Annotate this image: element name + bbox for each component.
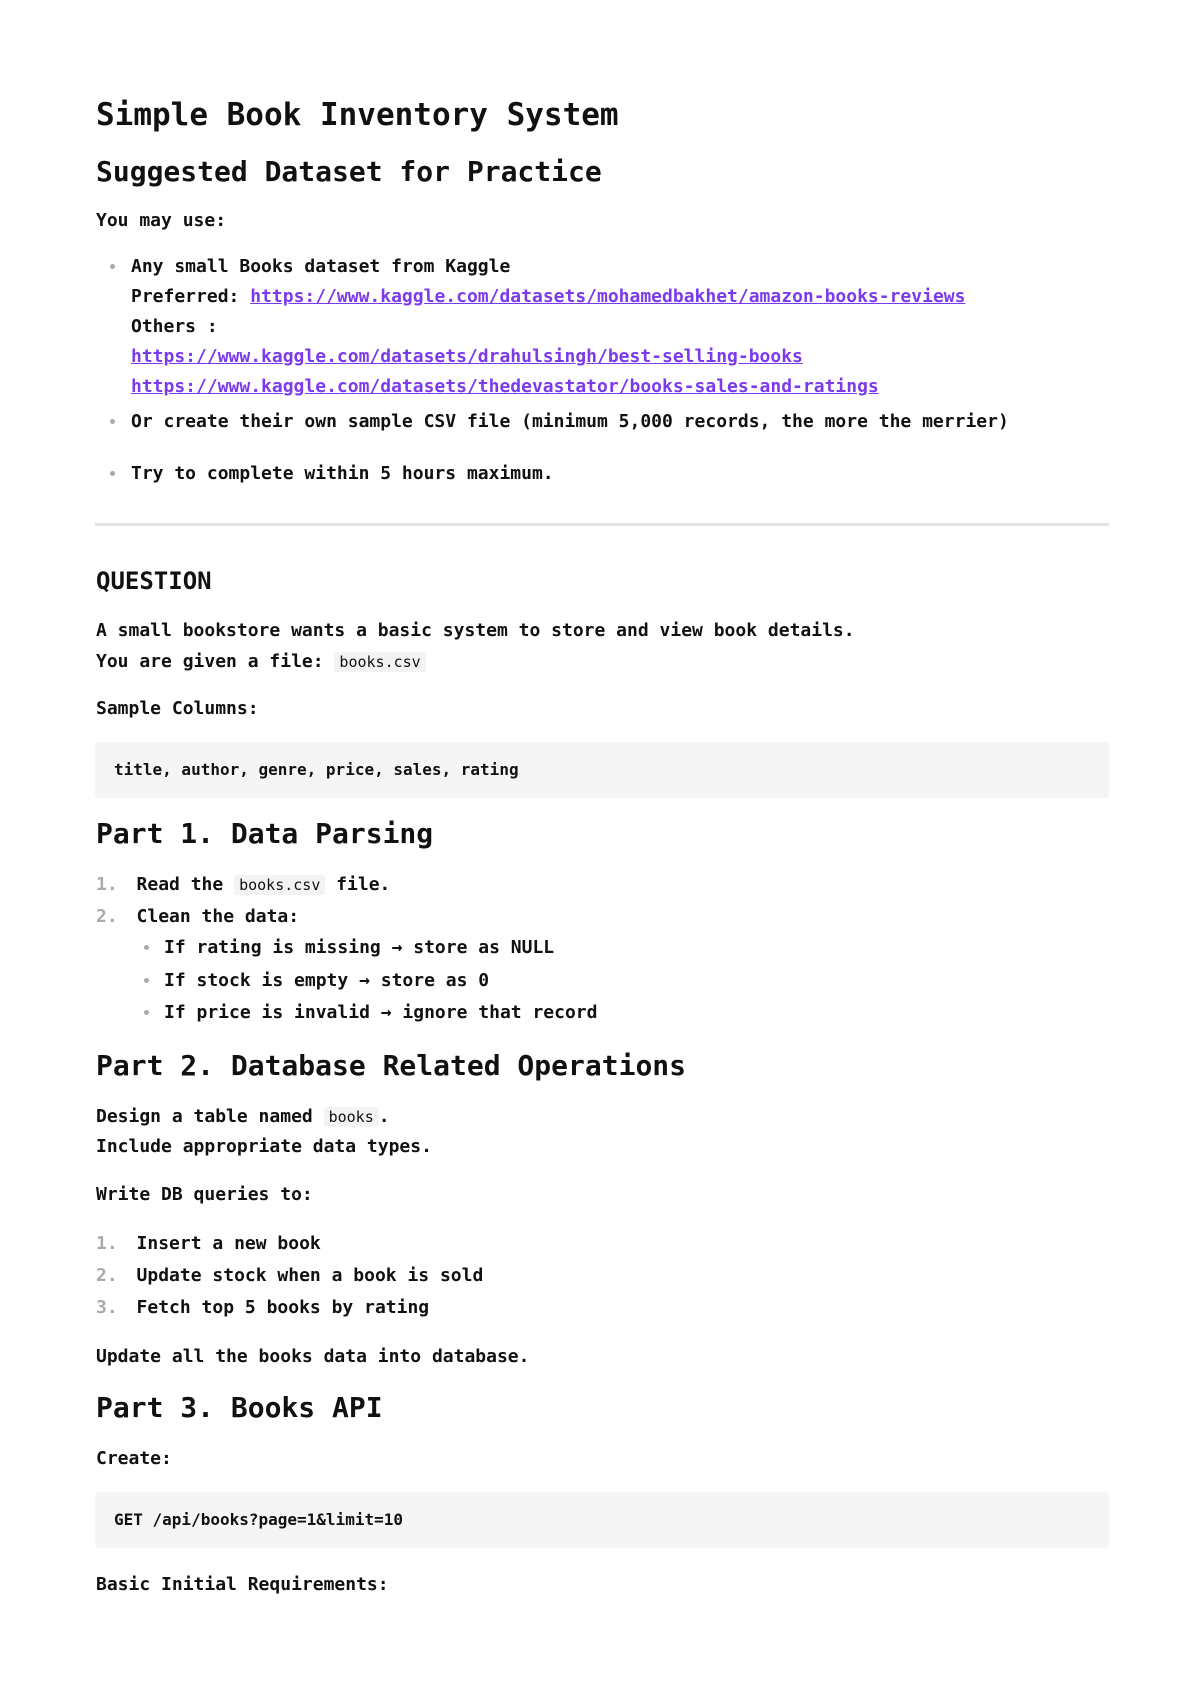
endpoint-code-block: GET /api/books?page=1&limit=10 (95, 1492, 1109, 1548)
query-text: Insert a new book (136, 1233, 321, 1254)
list-number: 3. (96, 1297, 118, 1318)
design-table-line (96, 1106, 390, 1128)
dataset-heading: Suggested Dataset for Practice (96, 155, 602, 188)
dataset-item-3: Try to complete within 5 hours maximum. (131, 463, 554, 484)
requirements-label: Basic Initial Requirements: (96, 1574, 389, 1595)
others-link-line (131, 346, 965, 368)
page-title: Simple Book Inventory System (96, 97, 619, 133)
query-item-2 (96, 1265, 483, 1287)
design-table-suffix: . (378, 1106, 390, 1127)
clean-rule-2: If stock is empty → store as 0 (164, 970, 490, 991)
create-label: Create: (96, 1448, 172, 1469)
bullet-dot (110, 264, 115, 269)
query-text: Update stock when a book is sold (136, 1265, 484, 1286)
dataset-item-2: Or create their own sample CSV file (minimum 5,000 records, the more the merrier) (131, 411, 1009, 432)
queries-label: Write DB queries to: (96, 1184, 313, 1205)
list-number: 1. (96, 874, 118, 895)
list-number: 2. (96, 1265, 118, 1286)
part1-step-2 (96, 906, 299, 928)
include-types-line: Include appropriate data types. (96, 1136, 432, 1157)
step-text: file. (336, 874, 391, 895)
clean-rule-3: If price is invalid → ignore that record (164, 1002, 598, 1023)
dataset-intro: You may use: (96, 210, 227, 231)
query-text: Fetch top 5 books by rating (136, 1297, 430, 1318)
others-dataset-link-1[interactable]: https://www.kaggle.com/datasets/drahulsingh/best-selling-books (131, 346, 803, 367)
list-number: 1. (96, 1233, 118, 1254)
clean-rule-1: If rating is missing → store as NULL (164, 937, 555, 958)
others-label: Others : (131, 316, 218, 337)
dataset-item-1 (131, 256, 965, 398)
question-line-2-text: You are given a file: (96, 651, 324, 672)
dataset-item-1-text: Any small Books dataset from Kaggle (131, 256, 511, 277)
others-link-line (131, 376, 965, 398)
preferred-dataset-link[interactable]: https://www.kaggle.com/datasets/mohamedbakhet/amazon-books-reviews (250, 286, 966, 307)
query-item-3 (96, 1297, 429, 1319)
part3-heading: Part 3. Books API (96, 1391, 383, 1424)
bullet-dot (110, 471, 115, 476)
question-heading: QUESTION (96, 567, 212, 595)
part1-heading: Part 1. Data Parsing (96, 817, 434, 850)
preferred-line (131, 286, 965, 308)
question-line-2 (96, 651, 426, 673)
query-item-1 (96, 1233, 321, 1255)
update-all-line: Update all the books data into database. (96, 1346, 530, 1367)
sample-columns-code-block: title, author, genre, price, sales, rating (95, 742, 1109, 798)
part1-step-1 (96, 874, 390, 896)
bullet-dot (144, 1010, 149, 1015)
others-dataset-link-2[interactable]: https://www.kaggle.com/datasets/thedevastator/books-sales-and-ratings (131, 376, 879, 397)
design-table-text: Design a table named (96, 1106, 313, 1127)
preferred-label: Preferred: (131, 286, 240, 307)
question-line-1: A small bookstore wants a basic system to store and view book details. (96, 620, 855, 641)
inline-code-table-name: books (324, 1107, 379, 1127)
section-divider (95, 523, 1109, 526)
part2-heading: Part 2. Database Related Operations (96, 1049, 687, 1082)
sample-columns-label: Sample Columns: (96, 698, 259, 719)
step-text: Clean the data: (136, 906, 300, 927)
bullet-dot (144, 978, 149, 983)
list-number: 2. (96, 906, 118, 927)
bullet-dot (144, 945, 149, 950)
step-text: Read the (136, 874, 224, 895)
inline-code-filename: books.csv (334, 652, 425, 672)
bullet-dot (110, 419, 115, 424)
inline-code-filename: books.csv (234, 875, 325, 895)
